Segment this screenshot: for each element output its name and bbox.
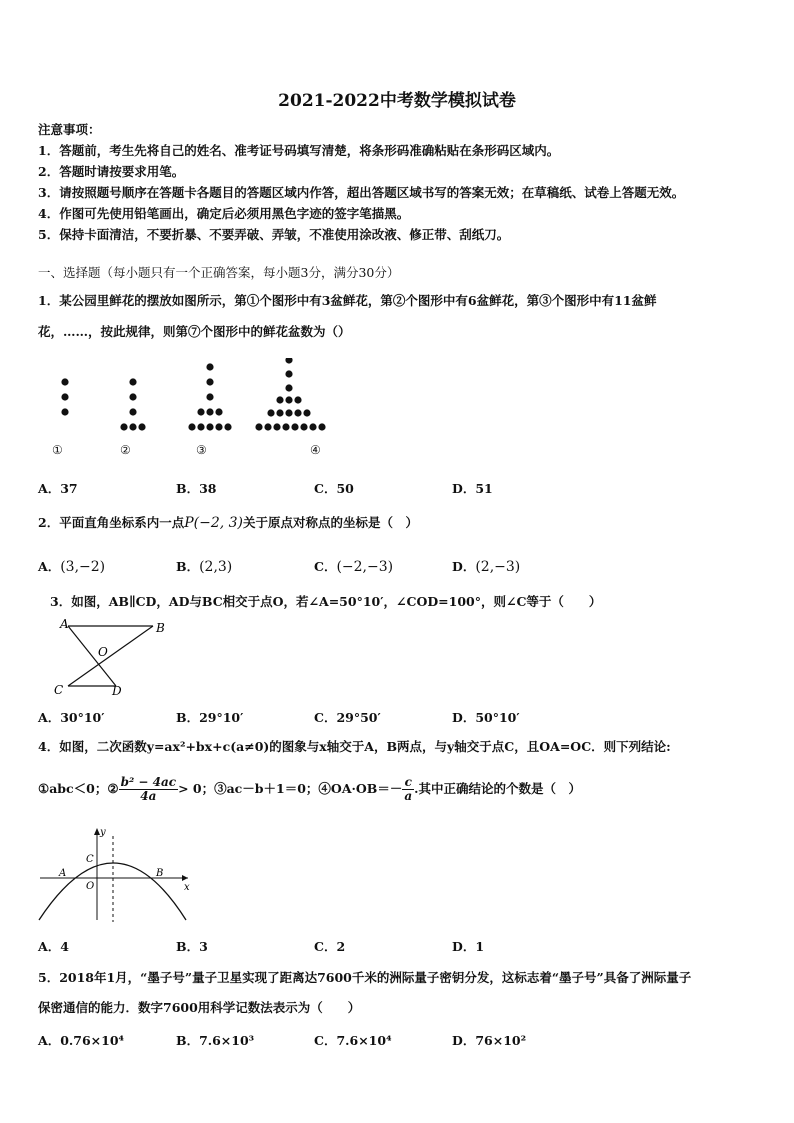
q2-point: P(−2, 3) <box>184 515 243 531</box>
q4-label-b: B <box>156 868 164 879</box>
q1-option-c[interactable]: C．50 <box>314 481 354 496</box>
q5-text-line1: 5．2018年1月，“墨子号”量子卫星实现了距离达7600千米的洲际量子密钥分发，这标志着“墨子号”具备了洲际量子 <box>38 970 692 985</box>
q3-option-a[interactable]: A．30°10′ <box>38 710 105 725</box>
q2-option-a[interactable]: A．(3,−2) <box>38 559 106 575</box>
q3-option-d[interactable]: D．50°10′ <box>452 710 520 725</box>
q2-prefix: 2．平面直角坐标系内一点 <box>38 515 185 530</box>
q4-text-line1: 4．如图，二次函数y=ax²+bx+c(a≠0)的图象与x轴交于A，B两点，与y轴交于点C，且OA=OC．则下列结论: <box>38 739 671 754</box>
q4-option-b[interactable]: B．3 <box>176 939 208 954</box>
q4-text-line2: ①abc＜0；② $\frac{\text{b² − 4ac}}{4a}$ > 0；③ac－b＋1＝0；④OA·OB＝－ $\frac{c}{a}$ .其中正确结论的个数是（ ） <box>38 775 581 803</box>
q3-label-b: B <box>156 621 165 635</box>
q1-text-line1: 1．某公园里鲜花的摆放如图所示，第①个图形中有3盆鲜花，第②个图形中有6盆鲜花，第③个图形中有11盆鲜 <box>38 293 657 308</box>
q2-option-d[interactable]: D．(2,−3) <box>452 559 521 575</box>
q3-option-c[interactable]: C．29°50′ <box>314 710 381 725</box>
q3-label-c: C <box>54 683 64 697</box>
q4-label-c: C <box>86 854 94 865</box>
q2-suffix: 关于原点对称点的坐标是（ ） <box>243 515 419 530</box>
q3-label-o: O <box>98 645 108 659</box>
notice-item: 3．请按照题号顺序在答题卡各题目的答题区域内作答，超出答题区域书写的答案无效；在草稿纸、试卷上答题无效。 <box>38 185 685 200</box>
q4-label-a: A <box>59 868 67 879</box>
q1-option-d[interactable]: D．51 <box>452 481 493 496</box>
q2-option-b[interactable]: B．(2,3) <box>176 559 233 575</box>
q5-option-a[interactable]: A．0.76×10⁴ <box>38 1033 124 1048</box>
q4-label-x: x <box>184 882 190 893</box>
q5-text-line2: 保密通信的能力．数字7600用科学记数法表示为（ ） <box>38 1000 361 1015</box>
q2-option-c[interactable]: C．(−2,−3) <box>314 559 394 575</box>
q5-option-d[interactable]: D．76×10² <box>452 1033 527 1048</box>
notice-heading: 注意事项： <box>38 122 101 137</box>
q3-option-b[interactable]: B．29°10′ <box>176 710 244 725</box>
q1-text-line2: 花，……，按此规律，则第⑦个图形中的鲜花盆数为（） <box>38 324 351 339</box>
section-heading: 一、选择题（每小题只有一个正确答案，每小题3分，满分30分） <box>38 265 400 280</box>
q2-text <box>38 515 418 531</box>
q1-figure-label: ① <box>52 443 63 457</box>
q4-option-d[interactable]: D．1 <box>452 939 485 954</box>
q4-label-y: y <box>100 827 106 838</box>
q1-option-b[interactable]: B．38 <box>176 481 217 496</box>
q5-option-c[interactable]: C．7.6×10⁴ <box>314 1033 392 1048</box>
q4-option-c[interactable]: C．2 <box>314 939 346 954</box>
q3-label-a: A <box>60 617 69 631</box>
q5-option-b[interactable]: B．7.6×10³ <box>176 1033 255 1048</box>
q1-figure-label: ③ <box>196 443 207 457</box>
q1-figure-label: ④ <box>310 443 321 457</box>
q1-option-a[interactable]: A．37 <box>38 481 78 496</box>
notice-item: 4．作图可先使用铅笔画出，确定后必须用黑色字迹的签字笔描黑。 <box>38 206 410 221</box>
q4-parabola-figure <box>36 826 196 924</box>
q4-label-o: O <box>86 881 95 892</box>
q3-text: 3．如图，AB∥CD，AD与BC相交于点O，若∠A=50°10′，∠COD=100°，则∠C等于（ ） <box>50 594 602 609</box>
q1-figure-label: ② <box>120 443 131 457</box>
q4-fraction-2: $\frac{c}{a}$ <box>404 775 413 803</box>
notice-item: 2．答题时请按要求用笔。 <box>38 164 185 179</box>
q4-fraction-1: $\frac{\text{b² − 4ac}}{4a}$ <box>120 775 177 803</box>
page-title: 2021-2022中考数学模拟试卷 <box>278 91 516 111</box>
notice-item: 5．保持卡面清洁，不要折暴、不要弄破、弄皱，不准使用涂改液、修正带、刮纸刀。 <box>38 227 510 242</box>
q4-option-a[interactable]: A．4 <box>38 939 69 954</box>
notice-item: 1．答题前，考生先将自己的姓名、准考证号码填写清楚，将条形码准确粘贴在条形码区域内。 <box>38 143 560 158</box>
q3-figure <box>48 614 178 700</box>
q3-label-d: D <box>112 684 122 698</box>
